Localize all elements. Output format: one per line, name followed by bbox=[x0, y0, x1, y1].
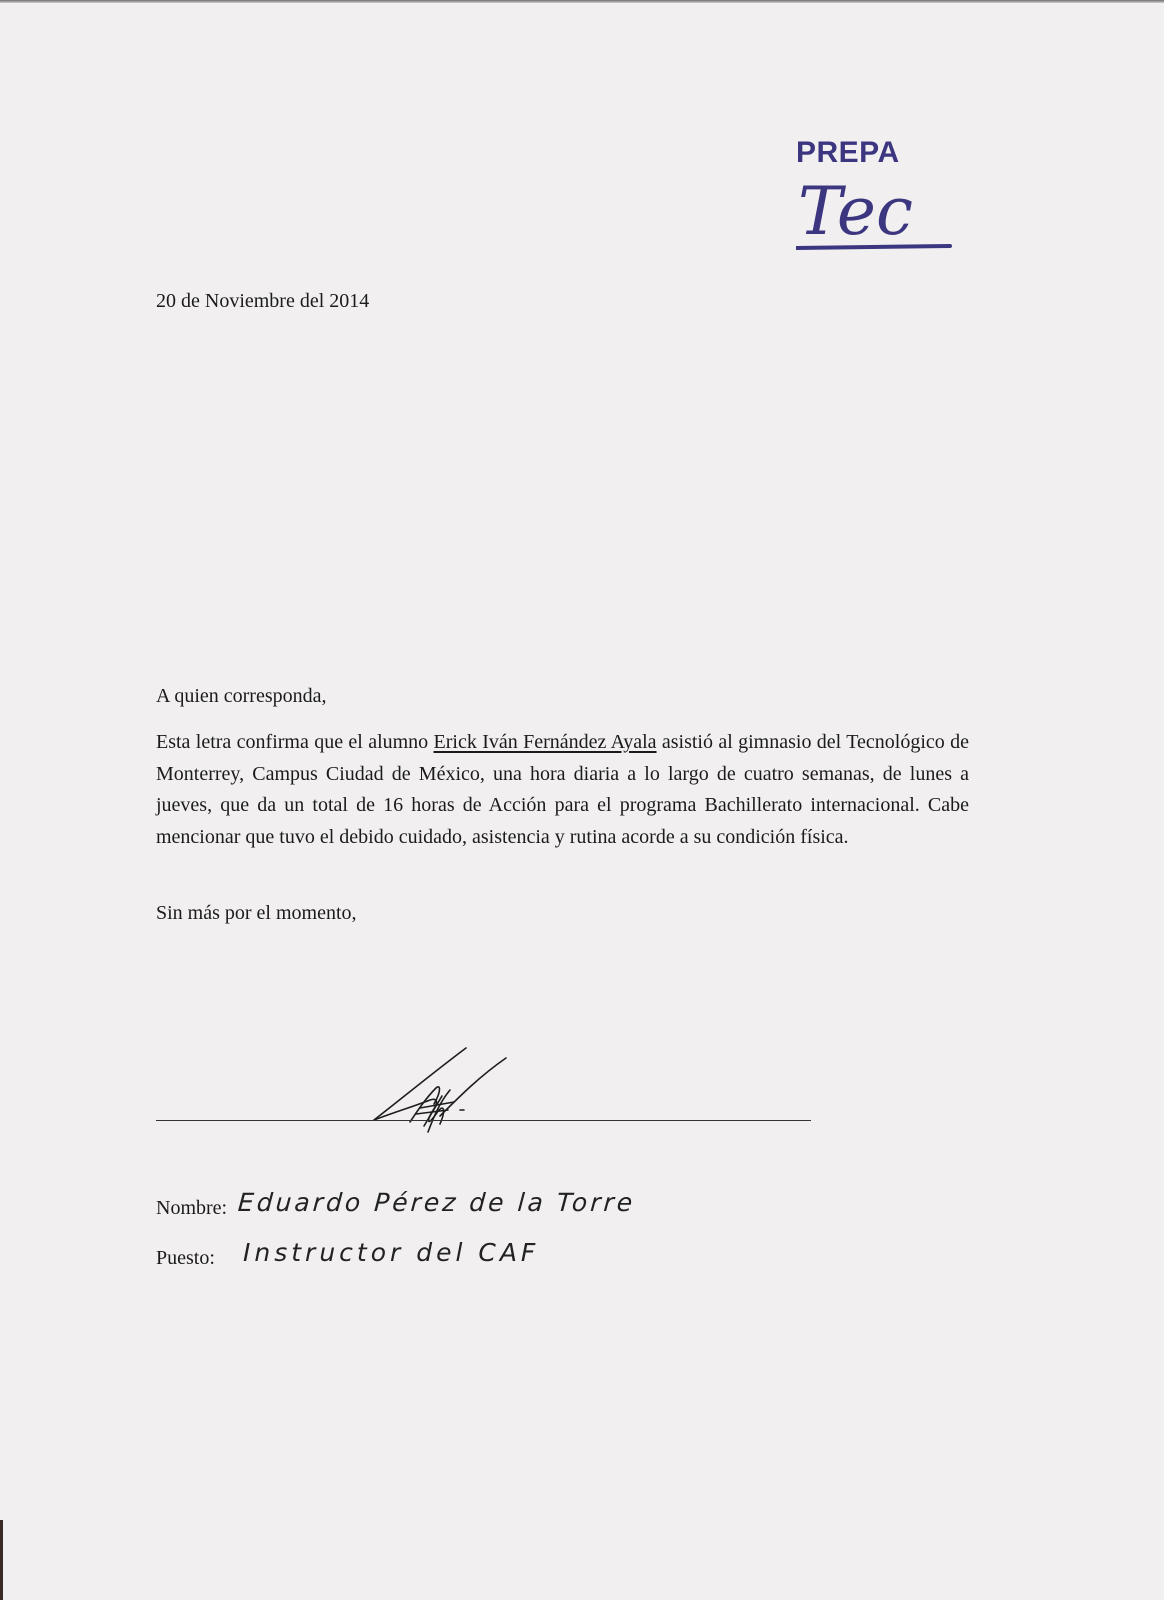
letter-body bbox=[156, 727, 969, 853]
body-text-after-name: asistió al gimnasio del Tecnológico de Monterrey, Campus Ciudad de México, una hora diaria a lo largo de cuatro semanas, de lunes a jueves, que da un total de 16 horas de Acción para el programa Bachillerato internacional. Cabe mencionar que tuvo el debido cuidado, asistencia y rutina acorde a su condición física. bbox=[156, 731, 970, 848]
letter-closing: Sin más por el momento, bbox=[156, 902, 357, 924]
name-label: Nombre: bbox=[156, 1197, 228, 1219]
handwritten-signature bbox=[370, 1040, 520, 1140]
logo-bottom-word: Tec bbox=[798, 173, 913, 250]
student-name: Erick Iván Fernández Ayala bbox=[433, 731, 657, 753]
role-value-handwritten: Instructor del CAF bbox=[243, 1238, 540, 1267]
prepa-tec-logo bbox=[796, 138, 956, 258]
body-text-before-name: Esta letra confirma que el alumno bbox=[156, 731, 434, 753]
scan-left-edge bbox=[0, 1520, 3, 1600]
logo-top-word: PREPA bbox=[796, 136, 900, 169]
letter-date: 20 de Noviembre del 2014 bbox=[156, 290, 370, 312]
logo-tec-wordmark bbox=[796, 172, 956, 256]
letter-greeting: A quien corresponda, bbox=[156, 685, 327, 707]
scan-top-edge bbox=[0, 0, 1164, 3]
role-label: Puesto: bbox=[156, 1247, 215, 1269]
signature-line bbox=[156, 1120, 811, 1121]
name-value-handwritten: Eduardo Pérez de la Torre bbox=[236, 1188, 637, 1217]
